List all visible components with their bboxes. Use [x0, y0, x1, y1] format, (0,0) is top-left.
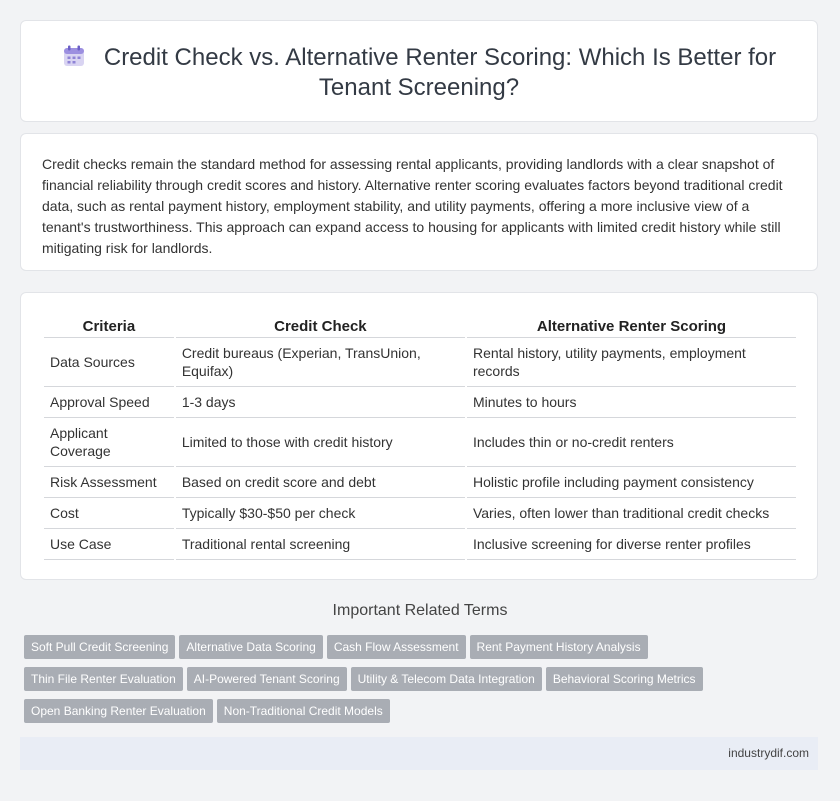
row-criteria: Data Sources [44, 338, 174, 387]
row-criteria: Cost [44, 498, 174, 529]
tag-alternative-data-scoring[interactable]: Alternative Data Scoring [179, 635, 322, 659]
row-criteria: Use Case [44, 529, 174, 560]
row-criteria: Risk Assessment [44, 467, 174, 498]
tag-cash-flow-assessment[interactable]: Cash Flow Assessment [327, 635, 466, 659]
table-row [44, 467, 796, 498]
table-row [44, 338, 796, 387]
footer-bar [20, 737, 818, 770]
comparison-card [20, 292, 818, 580]
tag-utility-telecom-data-integration[interactable]: Utility & Telecom Data Integration [351, 667, 542, 691]
footer-site-name: industrydif.com [728, 746, 809, 760]
row-credit-check: Limited to those with credit history [176, 418, 465, 467]
tag-ai-powered-tenant-scoring[interactable]: AI-Powered Tenant Scoring [187, 667, 347, 691]
header-criteria: Criteria [44, 315, 174, 338]
table-header-row [44, 315, 796, 338]
calendar-icon [62, 44, 86, 68]
row-credit-check: Traditional rental screening [176, 529, 465, 560]
header-alternative-scoring: Alternative Renter Scoring [467, 315, 796, 338]
row-credit-check: Typically $30-$50 per check [176, 498, 465, 529]
title-card [20, 20, 818, 122]
intro-paragraph: Credit checks remain the standard method for assessing rental applicants, providing landlords with a clear snapshot of financial reliability through credit scores and history. Alternative renter scoring evaluates factors beyond traditional credit data, such as rental payment history, employment stability, and utility payments, offering a more inclusive view of a tenant's trustworthiness. This approach can expand access to housing for applicants with limited credit history while still mitigating risk for landlords. [42, 156, 783, 256]
table-row [44, 529, 796, 560]
row-alternative-scoring: Holistic profile including payment consistency [467, 467, 796, 498]
row-criteria: Approval Speed [44, 387, 174, 418]
tag-soft-pull-credit-screening[interactable]: Soft Pull Credit Screening [24, 635, 175, 659]
row-alternative-scoring: Varies, often lower than traditional credit checks [467, 498, 796, 529]
tag-non-traditional-credit-models[interactable]: Non-Traditional Credit Models [217, 699, 390, 723]
tag-row [24, 699, 824, 731]
table-row [44, 498, 796, 529]
tag-row [24, 635, 824, 667]
tag-behavioral-scoring-metrics[interactable]: Behavioral Scoring Metrics [546, 667, 703, 691]
page-title: Credit Check vs. Alternative Renter Scoring: Which Is Better for Tenant Screening? [103, 44, 777, 101]
row-credit-check: 1-3 days [176, 387, 465, 418]
table-row [44, 418, 796, 467]
row-criteria: Applicant Coverage [44, 418, 174, 467]
tag-row [24, 667, 824, 699]
tag-thin-file-renter-evaluation[interactable]: Thin File Renter Evaluation [24, 667, 183, 691]
row-credit-check: Based on credit score and debt [176, 467, 465, 498]
row-alternative-scoring: Inclusive screening for diverse renter profiles [467, 529, 796, 560]
row-alternative-scoring: Minutes to hours [467, 387, 796, 418]
comparison-table [42, 315, 798, 560]
tag-open-banking-renter-evaluation[interactable]: Open Banking Renter Evaluation [24, 699, 213, 723]
row-credit-check: Credit bureaus (Experian, TransUnion, Equifax) [176, 338, 465, 387]
table-row [44, 387, 796, 418]
row-alternative-scoring: Includes thin or no-credit renters [467, 418, 796, 467]
header-credit-check: Credit Check [176, 315, 465, 338]
related-terms-tags [24, 635, 824, 731]
intro-card [20, 133, 818, 271]
related-terms-heading: Important Related Terms [332, 602, 508, 619]
title-wrap [61, 43, 777, 103]
tag-rent-payment-history-analysis[interactable]: Rent Payment History Analysis [470, 635, 648, 659]
row-alternative-scoring: Rental history, utility payments, employment records [467, 338, 796, 387]
